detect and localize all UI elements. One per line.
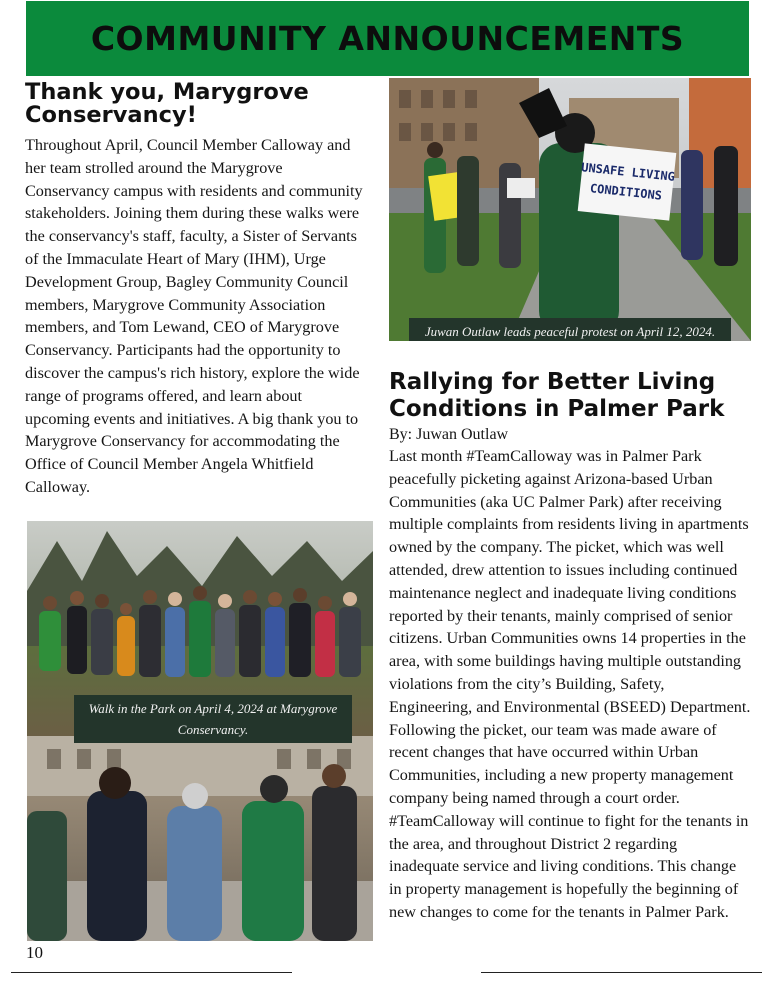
article-headline-palmer-park: Rallying for Better Living Conditions in Palmer Park — [389, 369, 725, 422]
protest-sign-text: UNSAFE LIVINGCONDITIONS — [580, 160, 676, 203]
palmer-park-protest-photo — [389, 78, 751, 341]
section-title: COMMUNITY ANNOUNCEMENTS — [90, 19, 685, 58]
article-body-palmer-park: Last month #TeamCalloway was in Palmer Park peacefully picketing against Arizona-based Urban Communities (aka UC Palmer Park) after receiving multiple complaints from residents living in apartments owned by the company. The picket, which was well attended, drew attention to issues including continued maintenance neglect and inadequate living conditions reported by their tenants, mainly comprised of senior citizens. Urban Communities owns 14 properties in the area, with some buildings having multiple outstanding violations from the city’s Building, Safety, Engineering, and Environmental (BSEED) Department. Following the picket, our team was made aware of recent changes that have occurred within Urban Communities, including a new property management company being named through a court order. #TeamCalloway will continue to fight for the tenants in the area, and throughout District 2 regarding inadequate service and living conditions. This change in property management is hopefully the beginning of new changes to come for the tenants in Palmer Park. — [389, 447, 751, 921]
protest-photo — [389, 78, 751, 341]
section-banner — [26, 1, 749, 76]
article-byline: By: Juwan Outlaw — [389, 426, 509, 443]
marygrove-photo-collage — [27, 521, 373, 941]
page-number: 10 — [26, 943, 43, 962]
article-headline-marygrove: Thank you, Marygrove Conservancy! — [25, 79, 309, 128]
left-column — [25, 79, 370, 737]
right-column — [389, 78, 751, 924]
marygrove-photo-caption: Walk in the Park on April 4, 2024 at Marygrove Conservancy. — [74, 695, 352, 743]
footer-rule-right — [481, 972, 762, 973]
footer-rule-left — [11, 972, 292, 973]
article-body-marygrove: Throughout April, Council Member Calloway and her team strolled around the Marygrove Conservancy campus with residents and community stakeholders. Joining them during these walks were the conservancy's staff, faculty, a Sister of Servants of the Immaculate Heart of Mary (IHM), Urge Development Group, Bagley Community Council members, Marygrove Community Association members, and Tom Lewand, CEO of Marygrove Conservancy. Participants had the opportunity to discover the campus's rich history, explore the wide range of programs offered, and learn about upcoming events and initiatives. A big thank you to Marygrove Conservancy for accommodating the Office of Council Member Angela Whitfield Calloway. — [25, 136, 363, 496]
protest-photo-caption: Juwan Outlaw leads peaceful protest on April 12, 2024. — [409, 318, 731, 341]
